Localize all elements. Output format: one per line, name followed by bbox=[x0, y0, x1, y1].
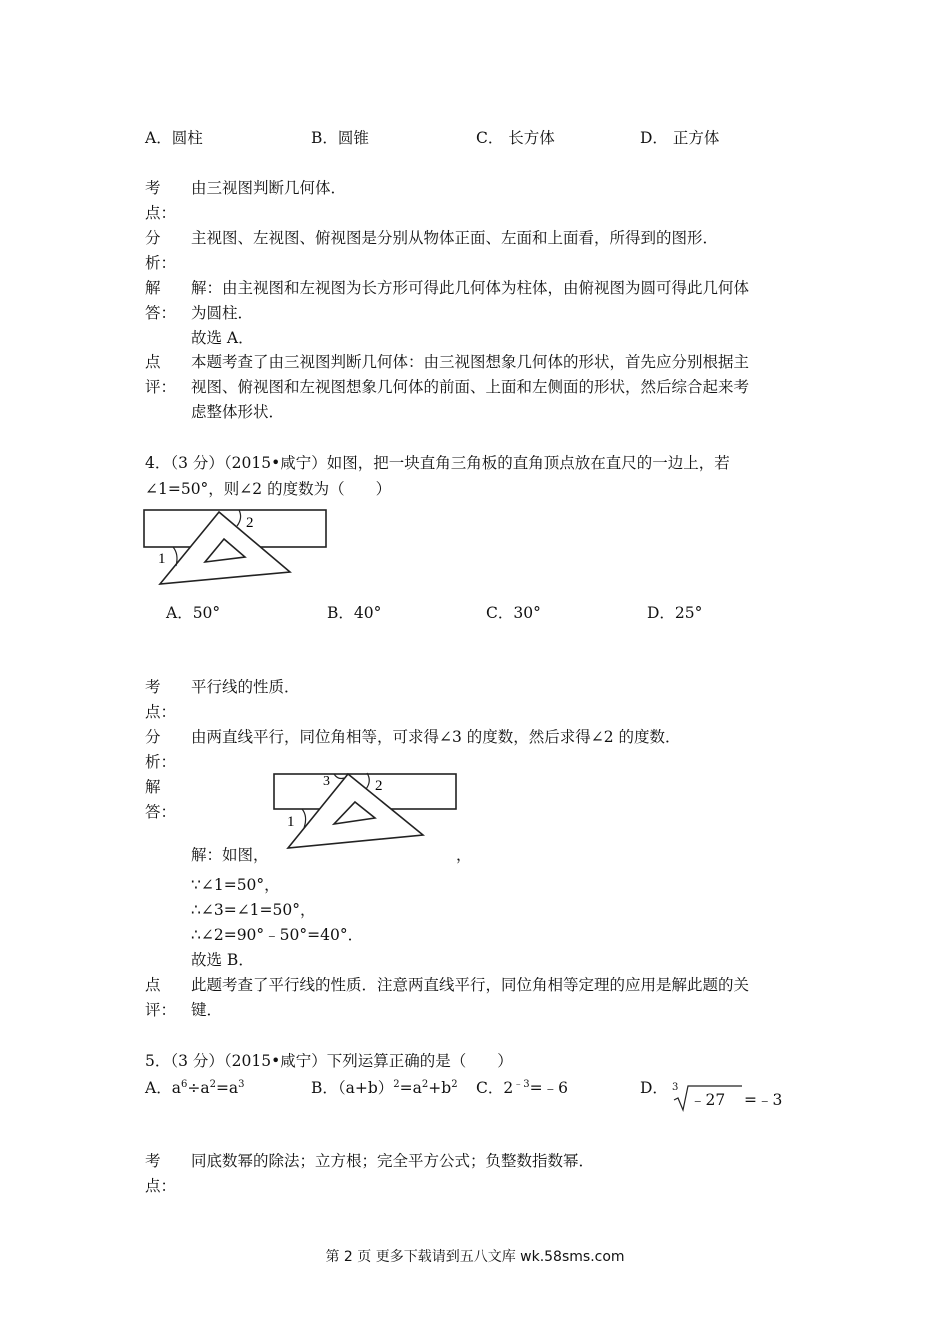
q4-option-a: A．50° bbox=[166, 604, 221, 622]
angle-2-label: 2 bbox=[375, 778, 383, 794]
exponent: 2 bbox=[451, 1079, 458, 1090]
q4-stem bbox=[145, 450, 730, 502]
label-line: 点 bbox=[145, 353, 161, 371]
q4-dianping bbox=[191, 973, 749, 1023]
q4-figure bbox=[143, 508, 333, 588]
text-line: 故选 A． bbox=[191, 329, 254, 347]
q4-jieda-intro: 解：如图， bbox=[191, 846, 269, 864]
q3-option-a: A．圆柱 bbox=[145, 129, 203, 147]
stem-line: ∠1=50°，则∠2 的度数为（ ） bbox=[145, 480, 392, 498]
radical-index: 3 bbox=[672, 1082, 679, 1093]
q4-dianping-label bbox=[145, 973, 185, 1023]
q3-dianping bbox=[191, 350, 749, 425]
q4-option-d: D．25° bbox=[647, 604, 703, 622]
q4-solution-figure bbox=[272, 770, 462, 852]
label-line: 点： bbox=[145, 1177, 177, 1195]
label-line: 考 bbox=[145, 179, 161, 197]
page-footer: 第 2 页 更多下载请到五八文库 wk.58sms.com bbox=[325, 1249, 625, 1265]
label-line: 析： bbox=[145, 254, 177, 272]
q4-jieda-label bbox=[145, 775, 185, 825]
exponent: 3 bbox=[238, 1079, 245, 1090]
label-line: 答： bbox=[145, 304, 177, 322]
label-line: 评： bbox=[145, 378, 177, 396]
text-line: 视图、俯视图和左视图想象几何体的前面、上面和左侧面的形状，然后综合起来考 bbox=[191, 378, 750, 396]
q4-option-b: B．40° bbox=[327, 604, 382, 622]
exponent: 6 bbox=[180, 1079, 188, 1090]
text-line: 本题考查了由三视图判断几何体：由三视图想象几何体的形状，首先应分别根据主 bbox=[191, 353, 750, 371]
step-line: ∴∠2=90°﹣50°=40°． bbox=[191, 926, 364, 944]
q3-kaodian: 由三视图判断几何体． bbox=[191, 179, 347, 197]
angle-1-arc bbox=[302, 809, 306, 828]
label-line: 解 bbox=[145, 778, 161, 796]
q3-dianping-label bbox=[145, 350, 185, 400]
exponent: 2 bbox=[393, 1079, 400, 1090]
q5-option-c bbox=[476, 1075, 568, 1101]
q3-jieda bbox=[191, 276, 749, 351]
term: =﹣6 bbox=[529, 1079, 568, 1097]
q5-kaodian-label bbox=[145, 1149, 185, 1199]
q3-option-d: D． 正方体 bbox=[640, 129, 720, 147]
exponent: 2 bbox=[421, 1079, 429, 1090]
label-line: 点： bbox=[145, 703, 177, 721]
q4-fenxi-label bbox=[145, 725, 185, 775]
label-line: 考 bbox=[145, 1152, 161, 1170]
step-line: ∵∠1=50°， bbox=[191, 876, 280, 894]
term: +b bbox=[428, 1079, 452, 1097]
angle-3-label: 3 bbox=[323, 774, 330, 789]
q4-jieda-comma: ， bbox=[456, 846, 472, 864]
q3-kaodian-label bbox=[145, 176, 185, 226]
label-line: 析： bbox=[145, 753, 177, 771]
text-line: 键． bbox=[191, 1001, 223, 1019]
q3-fenxi-label bbox=[145, 226, 185, 276]
step-line: ∴∠3=∠1=50°， bbox=[191, 901, 316, 919]
label-line: 分 bbox=[145, 229, 161, 247]
q4-option-c: C．30° bbox=[486, 604, 541, 622]
option-prefix: C．2 bbox=[476, 1079, 514, 1097]
label-line: 分 bbox=[145, 728, 161, 746]
angle-1-label: 1 bbox=[158, 551, 166, 567]
text-line: 此题考查了平行线的性质．注意两直线平行，同位角相等定理的应用是解此题的关 bbox=[191, 976, 750, 994]
q4-kaodian-label bbox=[145, 675, 185, 725]
q4-kaodian: 平行线的性质． bbox=[191, 678, 300, 696]
radicand: ﹣27 bbox=[690, 1091, 726, 1109]
label-line: 答： bbox=[145, 803, 177, 821]
angle-1-label: 1 bbox=[287, 814, 295, 830]
term: =a bbox=[215, 1079, 239, 1097]
q3-option-b: B．圆锥 bbox=[311, 129, 369, 147]
q5-option-a bbox=[145, 1075, 245, 1101]
angle-2-arc bbox=[237, 510, 241, 526]
stem-line: 4．（3 分）（2015•咸宁）如图，把一块直角三角板的直角顶点放在直尺的一边上，若 bbox=[145, 454, 730, 472]
q4-jieda-steps bbox=[191, 873, 363, 973]
q3-jieda-label bbox=[145, 276, 185, 326]
angle-2-label: 2 bbox=[246, 515, 254, 531]
option-prefix: A． bbox=[145, 1079, 172, 1097]
term: =﹣3 bbox=[744, 1091, 783, 1109]
label-line: 解 bbox=[145, 279, 161, 297]
text-line: 为圆柱． bbox=[191, 304, 254, 322]
option-prefix: B．（a+b） bbox=[311, 1079, 394, 1097]
step-line: 故选 B． bbox=[191, 951, 254, 969]
angle-2-arc bbox=[366, 773, 369, 789]
q4-fenxi: 由两直线平行，同位角相等，可求得∠3 的度数，然后求得∠2 的度数． bbox=[191, 728, 681, 746]
exponent: 2 bbox=[209, 1079, 216, 1090]
q5-stem: 5．（3 分）（2015•咸宁）下列运算正确的是（ ） bbox=[145, 1052, 513, 1070]
option-prefix: D． bbox=[640, 1079, 668, 1097]
angle-1-arc bbox=[173, 547, 177, 566]
label-line: 考 bbox=[145, 678, 161, 696]
q5-option-b bbox=[311, 1075, 458, 1101]
term: =a bbox=[399, 1079, 422, 1097]
label-line: 评： bbox=[145, 1001, 177, 1019]
text-line: 解：由主视图和左视图为长方形可得此几何体为柱体，由俯视图为圆可得此几何体 bbox=[191, 279, 750, 297]
term: a bbox=[171, 1079, 181, 1097]
term: ÷a bbox=[187, 1079, 210, 1097]
exponent: ﹣3 bbox=[513, 1079, 530, 1090]
text-line: 虑整体形状． bbox=[191, 403, 285, 421]
q5-kaodian: 同底数幂的除法；立方根；完全平方公式；负整数指数幂． bbox=[191, 1152, 595, 1170]
q3-option-c: C． 长方体 bbox=[476, 129, 555, 147]
label-line: 点 bbox=[145, 976, 161, 994]
q5-option-d bbox=[640, 1075, 668, 1101]
q3-fenxi: 主视图、左视图、俯视图是分别从物体正面、左面和上面看，所得到的图形． bbox=[191, 229, 719, 247]
label-line: 点： bbox=[145, 204, 177, 222]
